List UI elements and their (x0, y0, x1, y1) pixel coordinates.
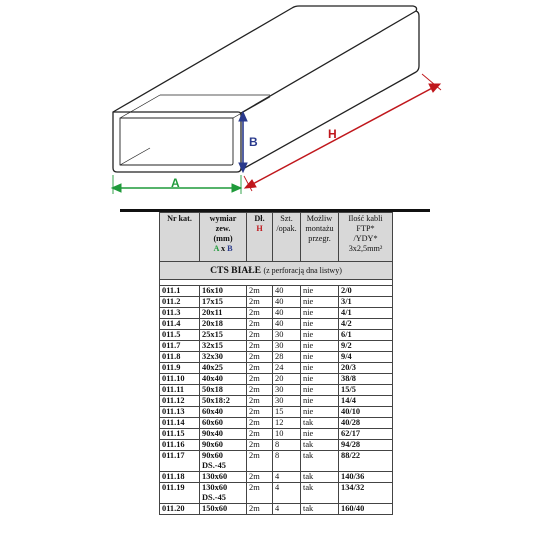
quantity-cell: 30 (273, 330, 301, 341)
header-dim-b: B (227, 244, 233, 253)
dimension-cell: 90x60 (200, 440, 247, 451)
table-row (160, 451, 393, 472)
cat-cell: 011.14 (160, 418, 200, 429)
mounting-cell: nie (301, 341, 339, 352)
dimension-cell: 16x10 (200, 286, 247, 297)
cat-cell: 011.15 (160, 429, 200, 440)
length-cell: 2m (247, 429, 273, 440)
table-row (160, 472, 393, 483)
cable-cell: 160/40 (339, 504, 393, 515)
length-cell: 2m (247, 396, 273, 407)
cable-cell: 62/17 (339, 429, 393, 440)
cat-cell: 011.13 (160, 407, 200, 418)
cat-cell: 011.8 (160, 352, 200, 363)
mounting-cell: nie (301, 363, 339, 374)
mounting-cell: nie (301, 385, 339, 396)
duct-inner-face (120, 118, 233, 165)
quantity-cell: 20 (273, 374, 301, 385)
quantity-cell: 8 (273, 451, 301, 472)
table-row (160, 363, 393, 374)
table-header-row (160, 213, 393, 262)
length-cell: 2m (247, 341, 273, 352)
cable-cell: 15/5 (339, 385, 393, 396)
dim-label-h: H (328, 127, 337, 141)
duct-front-face (113, 112, 241, 172)
cable-cell: 14/4 (339, 396, 393, 407)
dimension-cell: 25x15 (200, 330, 247, 341)
cat-cell: 011.7 (160, 341, 200, 352)
dim-label-a: A (171, 176, 180, 190)
table-row (160, 374, 393, 385)
dimension-variant: DS.-45 (202, 461, 226, 470)
dimension-cell: 32x15 (200, 341, 247, 352)
mounting-cell: tak (301, 451, 339, 472)
duct-dimension-drawing (0, 0, 536, 205)
cable-cell: 2/0 (339, 286, 393, 297)
spec-table (159, 212, 393, 515)
cat-cell: 011.16 (160, 440, 200, 451)
quantity-cell: 30 (273, 385, 301, 396)
mounting-cell: tak (301, 472, 339, 483)
mounting-cell: nie (301, 396, 339, 407)
quantity-cell: 12 (273, 418, 301, 429)
table-row (160, 352, 393, 363)
length-cell: 2m (247, 440, 273, 451)
table-row (160, 297, 393, 308)
cable-cell: 40/10 (339, 407, 393, 418)
quantity-cell: 24 (273, 363, 301, 374)
mounting-cell: nie (301, 352, 339, 363)
cable-cell: 140/36 (339, 472, 393, 483)
length-cell: 2m (247, 286, 273, 297)
dim-label-b: B (249, 135, 258, 149)
table-row (160, 341, 393, 352)
cable-cell: 88/22 (339, 451, 393, 472)
quantity-cell: 40 (273, 308, 301, 319)
dimension-cell: 17x15 (200, 297, 247, 308)
mounting-cell: nie (301, 308, 339, 319)
length-cell: 2m (247, 451, 273, 472)
cable-cell: 9/4 (339, 352, 393, 363)
dimension-cell: 60x40 (200, 407, 247, 418)
length-cell: 2m (247, 330, 273, 341)
quantity-cell: 40 (273, 297, 301, 308)
cable-cell: 134/32 (339, 483, 393, 504)
quantity-cell: 15 (273, 407, 301, 418)
cat-cell: 011.5 (160, 330, 200, 341)
section-title-row (160, 262, 393, 280)
header-dimension: wymiar zew. (mm) A x B (200, 213, 247, 262)
cable-cell: 40/28 (339, 418, 393, 429)
length-cell: 2m (247, 308, 273, 319)
length-cell: 2m (247, 352, 273, 363)
header-dim-a: A (213, 244, 219, 253)
mounting-cell: tak (301, 483, 339, 504)
cat-cell: 011.1 (160, 286, 200, 297)
quantity-cell: 30 (273, 341, 301, 352)
dimension-cell: 50x18 (200, 385, 247, 396)
header-len-h: H (256, 224, 263, 233)
cat-cell: 011.3 (160, 308, 200, 319)
quantity-cell: 8 (273, 440, 301, 451)
dimension-cell: 32x30 (200, 352, 247, 363)
quantity-cell: 4 (273, 472, 301, 483)
table-row (160, 286, 393, 297)
cat-cell: 011.19 (160, 483, 200, 504)
cable-cell: 6/1 (339, 330, 393, 341)
length-cell: 2m (247, 297, 273, 308)
dimension-cell: 90x40 (200, 429, 247, 440)
quantity-cell: 4 (273, 504, 301, 515)
length-cell: 2m (247, 407, 273, 418)
quantity-cell: 40 (273, 286, 301, 297)
dimension-cell: 130x60 DS.-45 (200, 483, 247, 504)
table-row (160, 504, 393, 515)
dimension-variant: DS.-45 (202, 493, 226, 502)
length-cell: 2m (247, 374, 273, 385)
cable-cell: 4/2 (339, 319, 393, 330)
duct-side-face (241, 11, 419, 170)
mounting-cell: nie (301, 330, 339, 341)
dimension-cell: 20x11 (200, 308, 247, 319)
length-cell: 2m (247, 363, 273, 374)
dimension-cell: 150x60 (200, 504, 247, 515)
cable-cell: 20/3 (339, 363, 393, 374)
table-row (160, 330, 393, 341)
length-cell: 2m (247, 385, 273, 396)
length-cell: 2m (247, 472, 273, 483)
mounting-cell: nie (301, 286, 339, 297)
table-row (160, 429, 393, 440)
mounting-cell: nie (301, 429, 339, 440)
cable-cell: 94/28 (339, 440, 393, 451)
cable-cell: 4/1 (339, 308, 393, 319)
dimension-cell: 60x60 (200, 418, 247, 429)
cat-cell: 011.10 (160, 374, 200, 385)
header-cat: Nr kat. (160, 213, 200, 262)
cat-cell: 011.18 (160, 472, 200, 483)
header-mounting: Możliw montażu przegr. (301, 213, 339, 262)
cat-cell: 011.9 (160, 363, 200, 374)
dimension-cell: 130x60 (200, 472, 247, 483)
cable-cell: 38/8 (339, 374, 393, 385)
section-title: CTS BIAŁE (z perforacją dna listwy) (160, 262, 393, 280)
cat-cell: 011.20 (160, 504, 200, 515)
quantity-cell: 28 (273, 352, 301, 363)
table-row (160, 396, 393, 407)
cat-cell: 011.4 (160, 319, 200, 330)
table-row (160, 319, 393, 330)
dimension-cell: 90x60 DS.-45 (200, 451, 247, 472)
cat-cell: 011.11 (160, 385, 200, 396)
quantity-cell: 10 (273, 429, 301, 440)
cat-cell: 011.12 (160, 396, 200, 407)
table-row (160, 483, 393, 504)
dimension-cell: 40x25 (200, 363, 247, 374)
cable-cell: 3/1 (339, 297, 393, 308)
table-row (160, 407, 393, 418)
length-cell: 2m (247, 504, 273, 515)
section-note: (z perforacją dna listwy) (263, 266, 342, 275)
table-row (160, 385, 393, 396)
dimension-cell: 50x18:2 (200, 396, 247, 407)
mounting-cell: tak (301, 440, 339, 451)
cat-cell: 011.2 (160, 297, 200, 308)
dimension-cell: 20x18 (200, 319, 247, 330)
cable-cell: 9/2 (339, 341, 393, 352)
quantity-cell: 40 (273, 319, 301, 330)
length-cell: 2m (247, 418, 273, 429)
table-row (160, 308, 393, 319)
mounting-cell: tak (301, 418, 339, 429)
header-cable-count: Ilość kabli FTP* /YDY* 3x2,5mm² (339, 213, 393, 262)
quantity-cell: 30 (273, 396, 301, 407)
mounting-cell: nie (301, 319, 339, 330)
table-row (160, 418, 393, 429)
length-cell: 2m (247, 319, 273, 330)
header-length: Dł. H (247, 213, 273, 262)
cat-cell: 011.17 (160, 451, 200, 472)
table-row (160, 440, 393, 451)
mounting-cell: nie (301, 374, 339, 385)
length-cell: 2m (247, 483, 273, 504)
mounting-cell: tak (301, 504, 339, 515)
quantity-cell: 4 (273, 483, 301, 504)
mounting-cell: nie (301, 407, 339, 418)
dimension-cell: 40x40 (200, 374, 247, 385)
header-quantity: Szt. /opak. (273, 213, 301, 262)
mounting-cell: nie (301, 297, 339, 308)
